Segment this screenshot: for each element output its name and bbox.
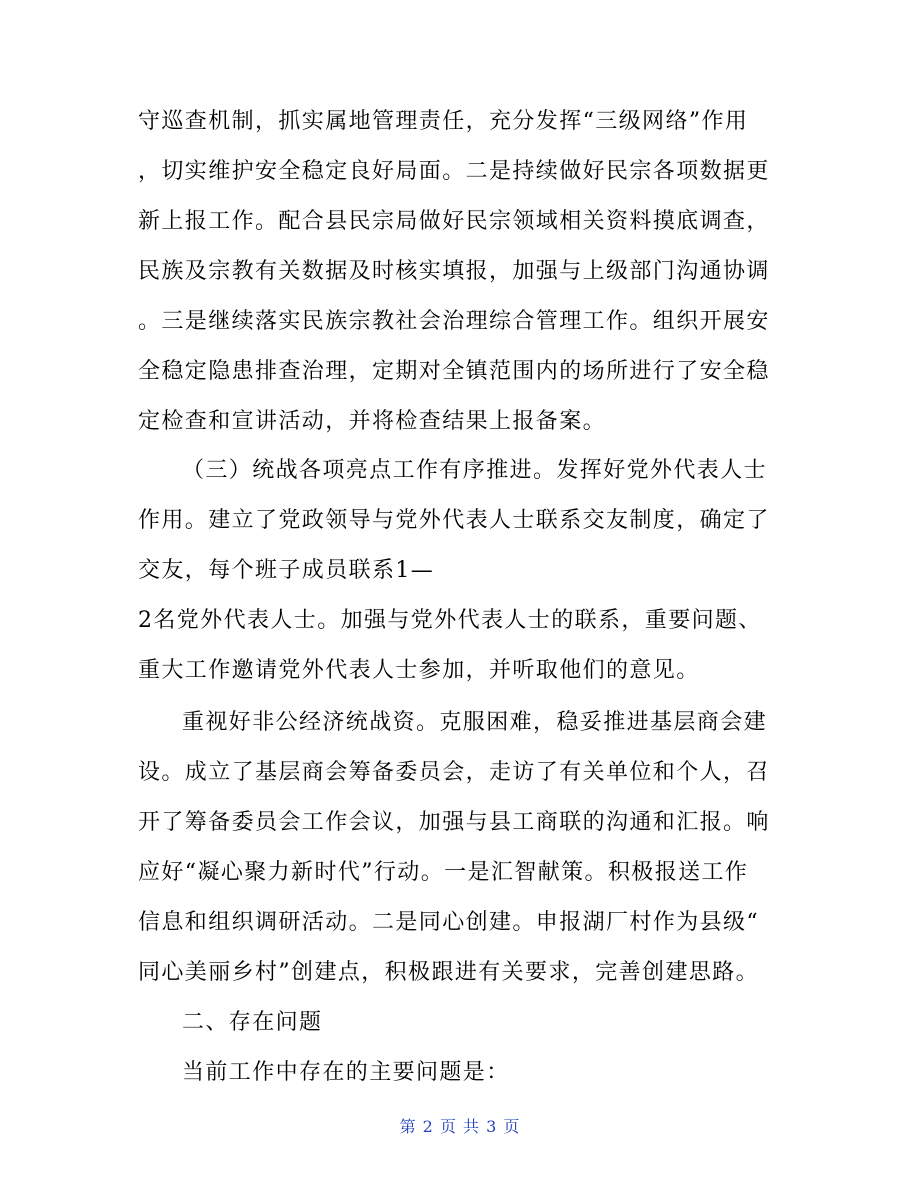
text-line: （三）统战各项亮点工作有序推进。发挥好党外代表人士 xyxy=(182,458,768,483)
text-line: 应好“凝心聚力新时代”行动。一是汇智献策。积极报送工作 xyxy=(138,860,749,885)
text-line: 信息和组织调研活动。二是同心创建。申报湖厂村作为县级“ xyxy=(138,910,760,935)
page-number-footer: 第 2 页 共 3 页 xyxy=(399,1117,521,1136)
section-heading: 二、存在问题 xyxy=(182,1010,323,1035)
text-line: 全稳定隐患排查治理，定期对全镇范围内的场所进行了安全稳 xyxy=(138,359,770,384)
text-line: 交友，每个班子成员联系1— xyxy=(138,558,435,583)
text-line: 设。成立了基层商会筹备委员会，走访了有关单位和个人，召 xyxy=(138,760,770,785)
text-line: 同心美丽乡村”创建点，积极跟进有关要求，完善创建思路。 xyxy=(138,960,760,985)
text-line: 定检查和宣讲活动，并将检查结果上报备案。 xyxy=(138,409,607,434)
text-line: 重大工作邀请党外代表人士参加，并听取他们的意见。 xyxy=(138,658,700,683)
text-line: 2名党外代表人士。加强与党外代表人士的联系，重要问题、 xyxy=(138,608,762,633)
text-line: 开了筹备委员会工作会议，加强与县工商联的沟通和汇报。响 xyxy=(138,810,770,835)
text-line: 守巡查机制，抓实属地管理责任，充分发挥“三级网络”作用 xyxy=(138,109,749,134)
text-line: 。三是继续落实民族宗教社会治理综合管理工作。组织开展安 xyxy=(138,309,770,334)
text-line: 重视好非公经济统战资。克服困难，稳妥推进基层商会建 xyxy=(182,710,768,735)
text-line: ，切实维护安全稳定良好局面。二是持续做好民宗各项数据更 xyxy=(138,159,770,184)
text-line: 新上报工作。配合县民宗局做好民宗领域相关资料摸底调查， xyxy=(138,209,770,234)
text-line: 作用。建立了党政领导与党外代表人士联系交友制度，确定了 xyxy=(138,508,770,533)
text-line: 当前工作中存在的主要问题是： xyxy=(182,1060,510,1085)
text-line: 民族及宗教有关数据及时核实填报，加强与上级部门沟通协调 xyxy=(138,259,770,284)
